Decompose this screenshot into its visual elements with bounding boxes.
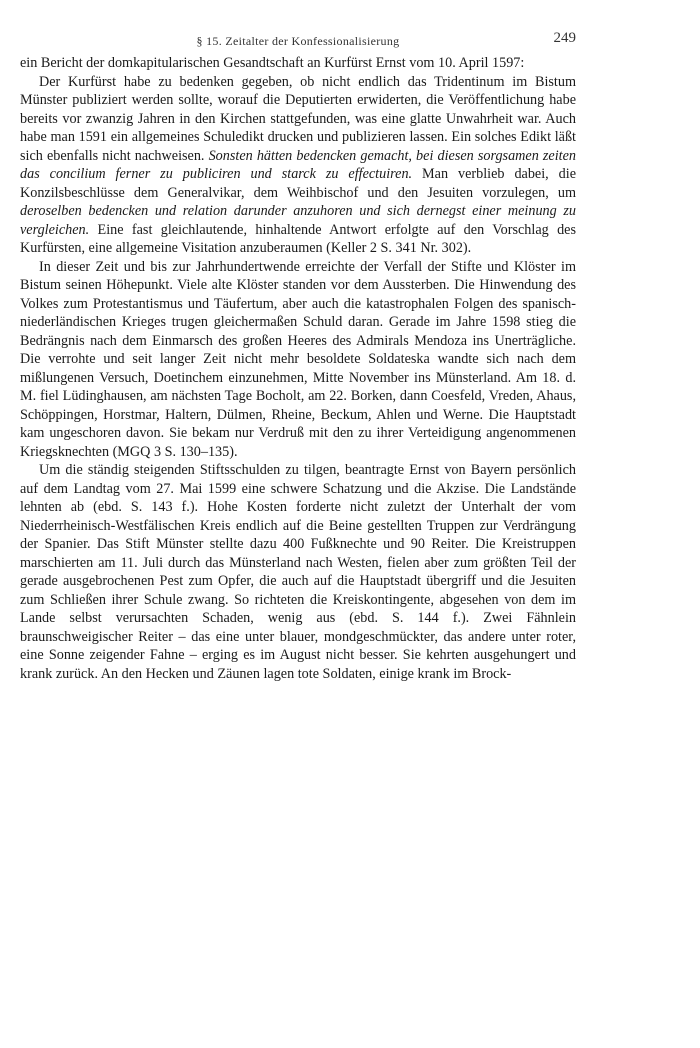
source-quote: deroselben bedencken und relation darunder anzuhoren und sich dernegst einer meinung zu vergleichen.: [20, 203, 576, 238]
paragraph: [20, 54, 576, 73]
text-segment: Der Kurfürst habe zu bedenken gegeben, ob nicht endlich das Tridentinum im Bistum Münster publiziert werden sollte, worauf die Deputierten erwiderten, die Veröffentlichung habe bereits vor zwanzig Jahren in den Kirchen stattgefunden, was eine glatte Unwahrheit war. Auch habe man 1591 ein allgemeines Schuledikt drucken und publizieren lassen. Ein solches Edikt läßt sich ebenfalls nicht nachweisen.: [20, 73, 576, 164]
page-number: 249: [553, 30, 576, 46]
text-segment: ein Bericht der domkapitularischen Gesandtschaft an Kurfürst Ernst vom 10. April 1597:: [20, 55, 525, 71]
page-header: [20, 30, 576, 52]
paragraph: [20, 461, 576, 683]
text-segment: Um die ständig steigenden Stiftsschulden zu tilgen, beantragte Ernst von Bayern persönlich auf dem Landtag vom 27. Mai 1599 eine schwere Schatzung und die Akzise. Die Landstände lehnten ab (ebd. S. 143 f.). Hohe Kosten forderte nicht zuletzt der Unterhalt der vom Niederrheinisch-Westfälischen Kreis endlich auf die Beine gestellten Truppen zur Verdrängung der Spanier. Das Stift Münster stellte dazu 400 Fußknechte und 90 Reiter. Die Kreistruppen marschierten am 11. Juli durch das Münsterland nach Westen, fielen aber zum größten Teil der gerade ausgebrochenen Pest zum Opfer, die auch auf die Hauptstadt übergriff und die Jesuiten zum Schließen ihrer Schule zwang. So richteten die Kreiskontingente, abgesehen von dem im Lande selbst verursachten Schaden, wenig aus (ebd. S. 144 f.). Zwei Fähnlein braunschweigischer Reiter – das eine unter blauer, mondgeschmückter, das andere unter roter, eine Sonne zeigender Fahne – erging es im August nicht besser. Sie kehrten ausgehungert und krank zurück. An den Hecken und Zäunen lagen tote Soldaten, einige krank im Brock-: [20, 462, 576, 682]
paragraph: [20, 73, 576, 258]
body-text: [20, 54, 576, 683]
text-segment: Eine fast gleichlautende, hinhaltende Antwort erfolgte auf den Vorschlag des Kurfürsten, eine allgemeine Visitation anzuberaumen (Keller 2 S. 341 Nr. 302).: [20, 221, 576, 256]
book-page: [20, 30, 576, 683]
paragraph: [20, 258, 576, 462]
text-segment: Man verblieb dabei, die Konzilsbeschlüsse dem Generalvikar, dem Weihbischof und den Jesuiten vorzulegen, um: [20, 166, 576, 201]
source-quote: Sonsten hätten bedencken gemacht, bei diesen sorgsamen zeiten das concilium ferner zu publiciren und starck zu effectuiren.: [20, 147, 576, 182]
text-segment: In dieser Zeit und bis zur Jahrhundertwende erreichte der Verfall der Stifte und Klöster im Bistum seinen Höhepunkt. Viele alte Klöster standen vor dem Aussterben. Die Hinwendung des Volkes zum Protestantismus und Täufertum, aber auch die katastrophalen Folgen des spanisch-niederländischen Krieges trugen gleichermaßen Schuld daran. Gerade im Jahre 1598 stieg die Bedrängnis nach dem Einmarsch des großen Heeres des Admirals Mendoza ins Unerträgliche. Die verrohte und seit langer Zeit nicht mehr besoldete Soldateska wandte sich nach dem mißlungenen Versuch, Doetinchem einzunehmen, Mitte November ins Münsterland. Am 18. d. M. fiel Lüdinghausen, am nächsten Tage Bocholt, am 22. Borken, dann Coesfeld, Vreden, Ahaus, Schöppingen, Horstmar, Haltern, Dülmen, Rheine, Beckum, Ahlen und Werne. Die Hauptstadt kam ungeschoren davon. Sie bekam nur Verdruß mit den zu ihrer Verteidigung angenommenen Kriegsknechten (MGQ 3 S. 130–135).: [20, 258, 576, 460]
running-head: § 15. Zeitalter der Konfessionalisierung: [196, 34, 400, 48]
